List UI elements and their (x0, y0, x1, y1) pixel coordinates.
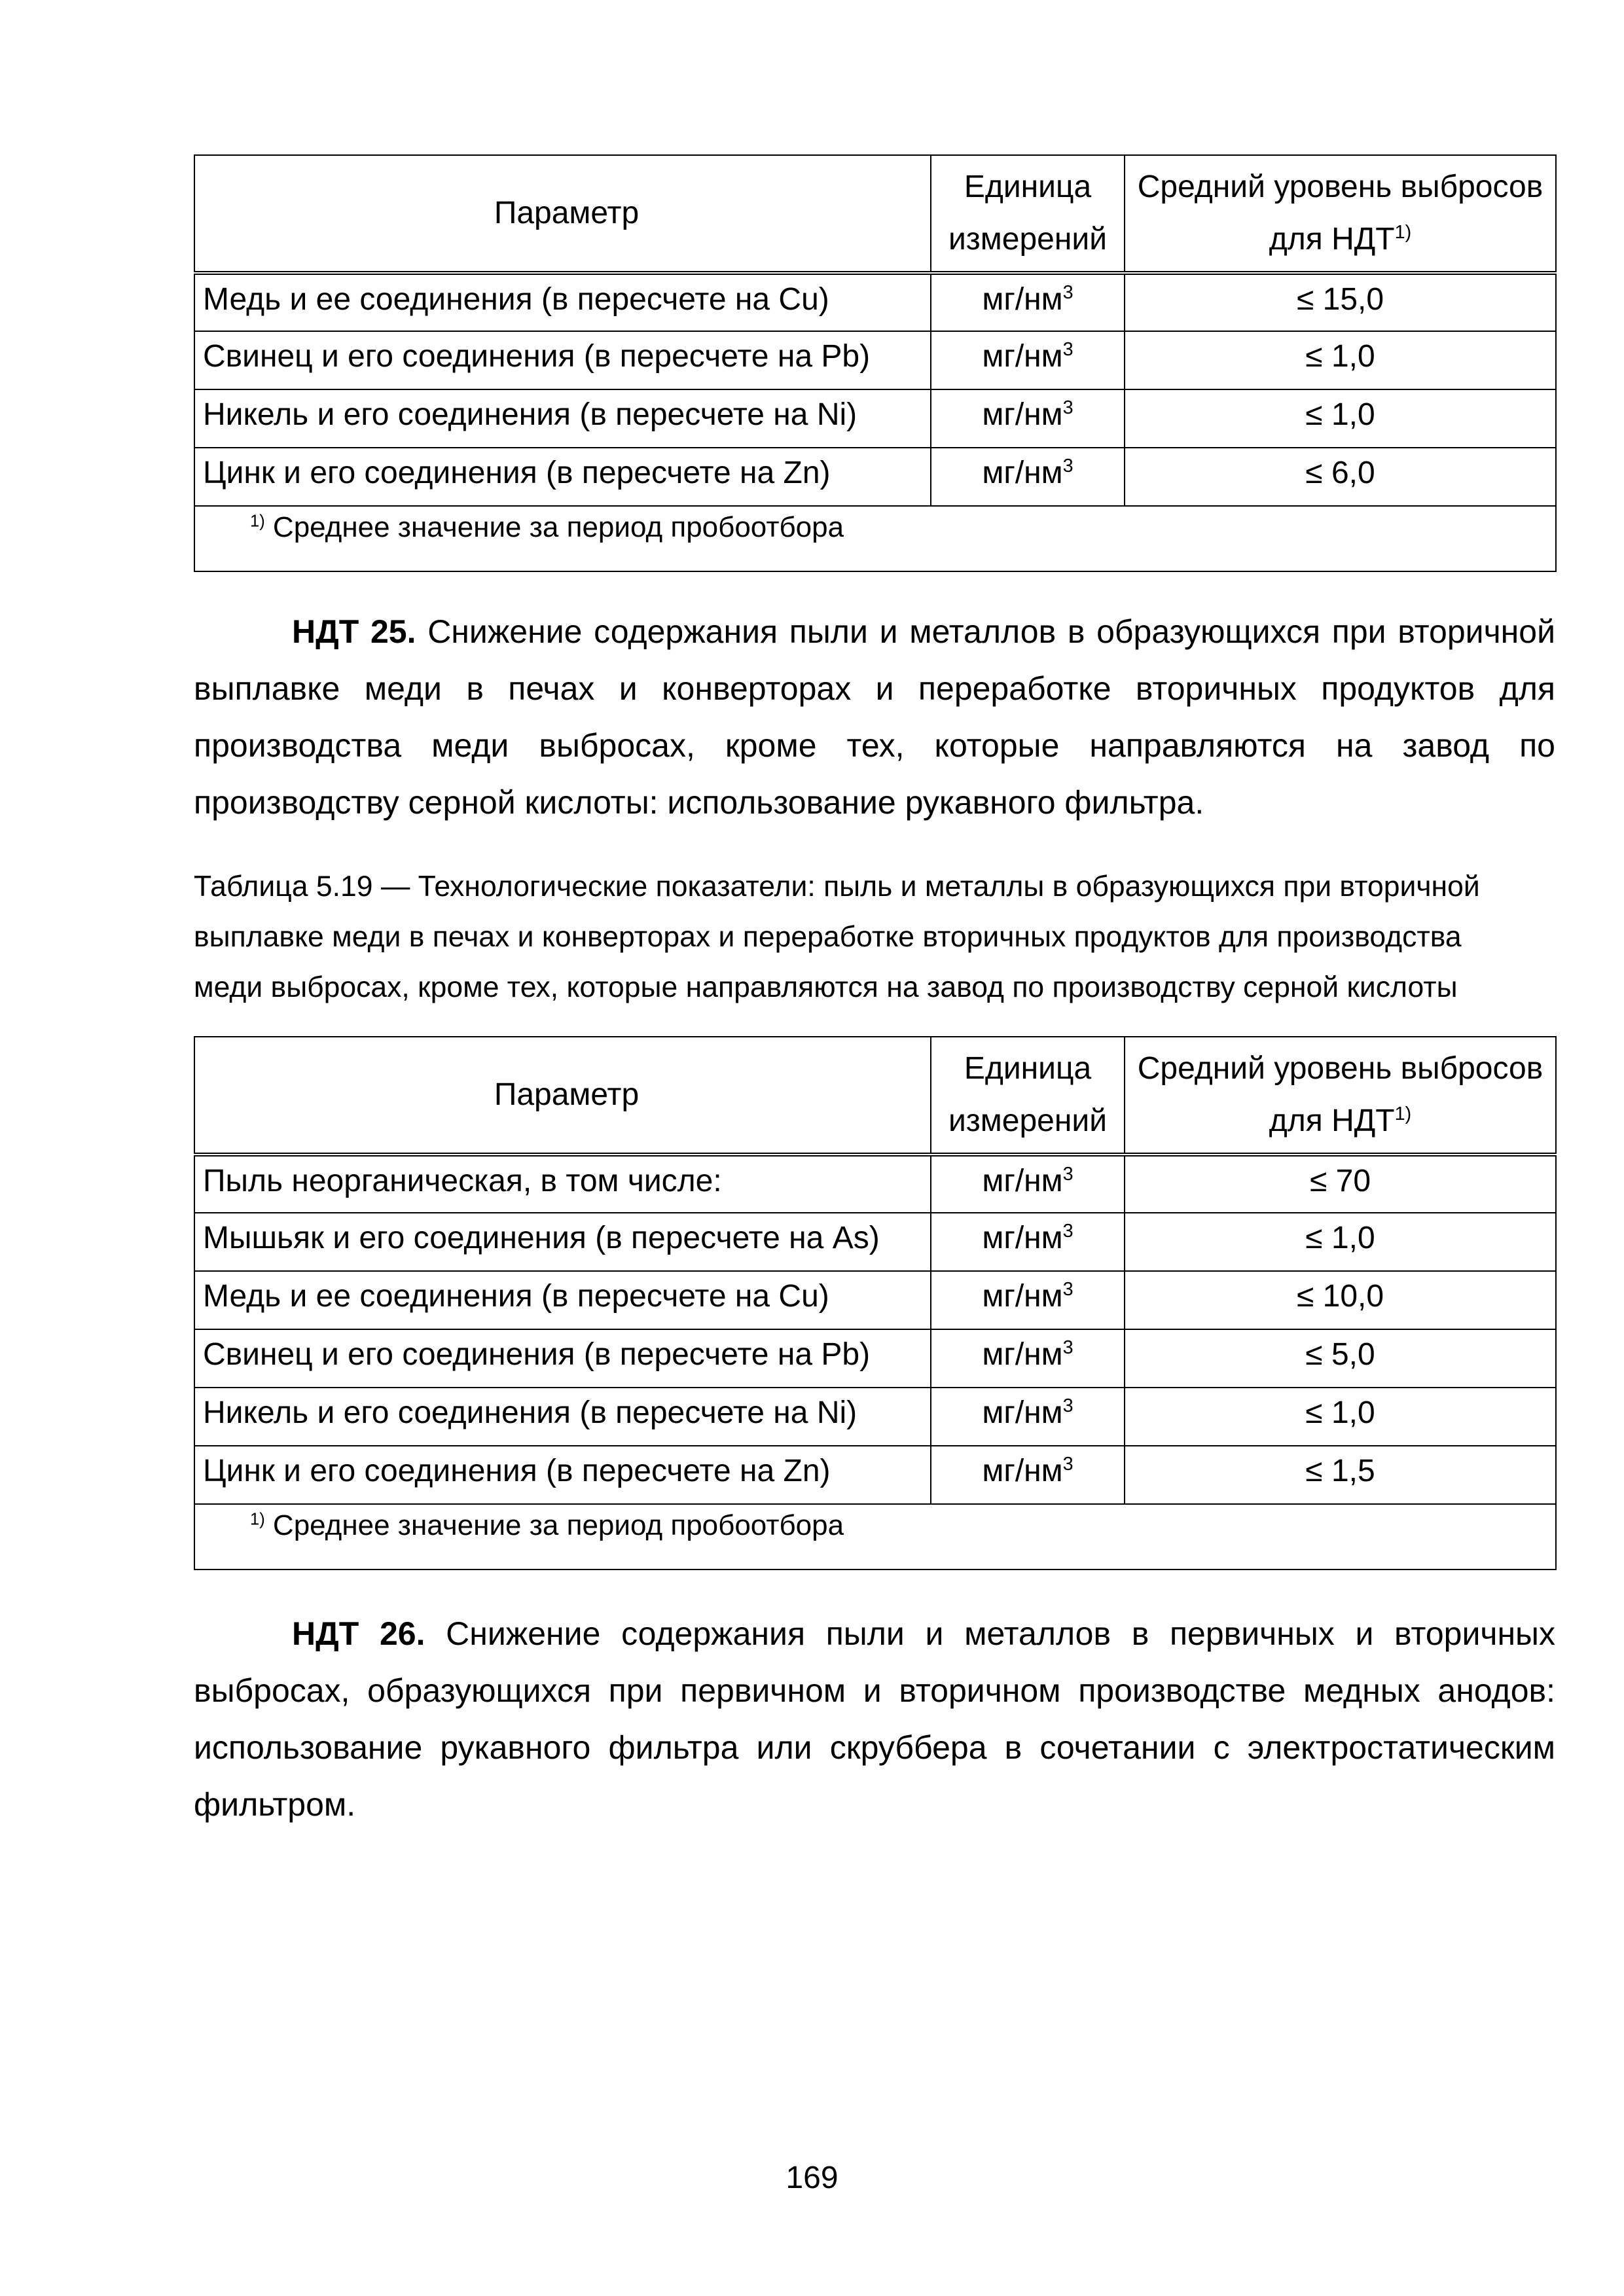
table-row (194, 1213, 1556, 1271)
unit-superscript: 3 (1062, 1454, 1074, 1475)
row-parameter: Мышьяк и его соединения (в пересчете на As) (194, 1213, 931, 1271)
header-level-text: Средний уровень выбросов для НДТ (1137, 170, 1543, 257)
row-value: ≤ 1,0 (1125, 1388, 1556, 1446)
table-footnote-row (194, 1504, 1556, 1570)
row-value: ≤ 5,0 (1125, 1329, 1556, 1388)
unit-text: мг/нм (982, 397, 1063, 432)
row-unit (931, 273, 1125, 331)
unit-superscript: 3 (1062, 1337, 1074, 1358)
row-parameter: Цинк и его соединения (в пересчете на Zn) (194, 448, 931, 506)
table-row (194, 273, 1556, 331)
header-unit (931, 155, 1125, 273)
footnote-marker: 1) (1394, 222, 1412, 243)
table-row (194, 448, 1556, 506)
row-parameter: Никель и его соединения (в пересчете на Ni) (194, 1388, 931, 1446)
ndt-25-label: НДТ 25. (292, 613, 416, 650)
table-row (194, 1388, 1556, 1446)
unit-superscript: 3 (1062, 397, 1074, 418)
unit-text: мг/нм (982, 1164, 1063, 1198)
row-value: ≤ 6,0 (1125, 448, 1556, 506)
row-value: ≤ 1,0 (1125, 1213, 1556, 1271)
unit-text: мг/нм (982, 1395, 1063, 1430)
header-emission-level (1125, 155, 1556, 273)
header-unit-text: Единица измерений (948, 170, 1108, 257)
row-unit (931, 1388, 1125, 1446)
row-unit (931, 1329, 1125, 1388)
caption-line: выплавке меди в печах и конверторах и переработке вторичных продуктов для производства (194, 921, 1462, 953)
row-value: ≤ 70 (1125, 1155, 1556, 1213)
footnote-text: Среднее значение за период пробоотбора (272, 1509, 844, 1541)
row-parameter: Свинец и его соединения (в пересчете на Pb) (194, 1329, 931, 1388)
unit-superscript: 3 (1062, 456, 1074, 476)
row-parameter: Никель и его соединения (в пересчете на Ni) (194, 389, 931, 448)
unit-superscript: 3 (1062, 282, 1074, 303)
row-unit (931, 331, 1125, 389)
header-unit-text: Единица измерений (948, 1051, 1108, 1138)
unit-text: мг/нм (982, 1337, 1063, 1372)
header-parameter: Параметр (194, 1037, 931, 1155)
unit-text: мг/нм (982, 1221, 1063, 1255)
row-parameter: Свинец и его соединения (в пересчете на Pb) (194, 331, 931, 389)
unit-superscript: 3 (1062, 1221, 1074, 1242)
footnote-marker: 1) (250, 1510, 265, 1529)
row-parameter: Медь и ее соединения (в пересчете на Cu) (194, 1271, 931, 1329)
row-value: ≤ 1,0 (1125, 331, 1556, 389)
header-emission-level (1125, 1037, 1556, 1155)
header-unit (931, 1037, 1125, 1155)
table-caption (194, 861, 1568, 1013)
unit-superscript: 3 (1062, 1164, 1074, 1185)
row-unit (931, 1446, 1125, 1504)
table-row (194, 1329, 1556, 1388)
unit-text: мг/нм (982, 1454, 1063, 1488)
header-level-text: Средний уровень выбросов для НДТ (1137, 1051, 1543, 1138)
row-value: ≤ 10,0 (1125, 1271, 1556, 1329)
table-footnote-row (194, 506, 1556, 571)
table-row (194, 1446, 1556, 1504)
unit-superscript: 3 (1062, 339, 1074, 360)
row-parameter: Медь и ее соединения (в пересчете на Cu) (194, 273, 931, 331)
ndt-26-paragraph (194, 1605, 1555, 1833)
row-value: ≤ 1,0 (1125, 389, 1556, 448)
ndt-26-label: НДТ 26. (292, 1615, 425, 1652)
table-header-row (194, 1037, 1556, 1155)
caption-line: Таблица 5.19 — Технологические показатели: пыль и металлы в образующихся при вторичной (194, 870, 1480, 903)
row-unit (931, 1271, 1125, 1329)
unit-text: мг/нм (982, 1279, 1063, 1314)
row-unit (931, 448, 1125, 506)
unit-text: мг/нм (982, 282, 1063, 317)
table-row (194, 1271, 1556, 1329)
table-footnote (194, 506, 1556, 571)
row-value: ≤ 15,0 (1125, 273, 1556, 331)
row-value: ≤ 1,5 (1125, 1446, 1556, 1504)
footnote-text: Среднее значение за период пробоотбора (272, 511, 844, 543)
row-parameter: Цинк и его соединения (в пересчете на Zn) (194, 1446, 931, 1504)
caption-line: меди выбросах, кроме тех, которые направляются на завод по производству серной кислоты (194, 971, 1458, 1003)
header-parameter: Параметр (194, 155, 931, 273)
unit-text: мг/нм (982, 456, 1063, 490)
row-unit (931, 389, 1125, 448)
emissions-table-5-18 (194, 154, 1557, 572)
row-parameter: Пыль неорганическая, в том числе: (194, 1155, 931, 1213)
ndt-26-text: Снижение содержания пыли и металлов в первичных и вторичных выбросах, образующихся при первичном и вторичном производстве медных анодов: использование рукавного фильтра или скруббера в сочетании с электростатическим фильтром. (194, 1615, 1555, 1823)
unit-text: мг/нм (982, 339, 1063, 374)
table-row (194, 389, 1556, 448)
unit-superscript: 3 (1062, 1279, 1074, 1300)
row-unit (931, 1155, 1125, 1213)
table-row (194, 331, 1556, 389)
page-number: 169 (785, 2161, 839, 2195)
table-row (194, 1155, 1556, 1213)
ndt-25-paragraph (194, 603, 1555, 831)
emissions-table-5-19 (194, 1036, 1557, 1570)
row-unit (931, 1213, 1125, 1271)
ndt-25-text: Снижение содержания пыли и металлов в образующихся при вторичной выплавке меди в печах и конверторах и переработке вторичных продуктов для производства меди выбросах, кроме тех, которые направляются на завод по производству серной кислоты: использование рукавного фильтра. (194, 613, 1555, 821)
unit-superscript: 3 (1062, 1395, 1074, 1416)
footnote-marker: 1) (1394, 1103, 1412, 1124)
table-header-row (194, 155, 1556, 273)
footnote-marker: 1) (250, 512, 265, 531)
table-footnote (194, 1504, 1556, 1570)
